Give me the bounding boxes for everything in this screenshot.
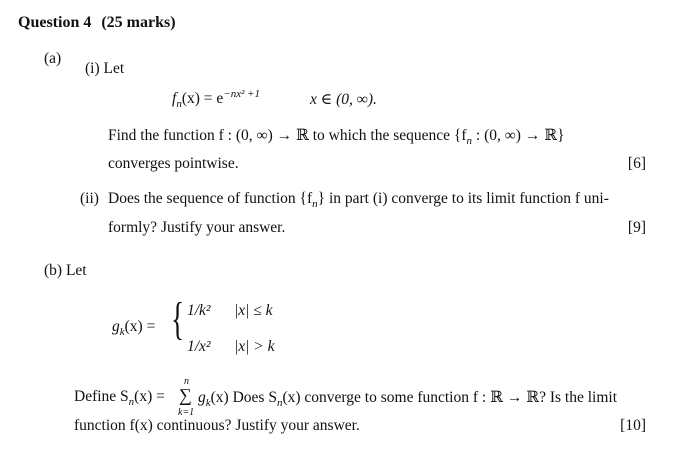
piecewise-case2-cond: |x| > k <box>234 338 275 355</box>
sum-lower-limit: k=1 <box>178 407 195 418</box>
part-b-define-line1-tail: $g_k(x)$ Does $S_n(x)$ converge to some function f : ℝ → ℝ? Is the limit <box>198 389 617 410</box>
part-a-label: (a) <box>44 50 62 67</box>
part-b-g-lhs: $g_k(x)$ = <box>112 318 156 339</box>
part-a-i-text-line2: converges pointwise. <box>108 155 239 172</box>
part-a-i-domain: x ∈ (0, ∞). <box>310 91 377 108</box>
part-b-marks: [10] <box>620 417 646 434</box>
part-b-label: (b) Let <box>44 262 87 279</box>
part-a-i-formula: $f_n(x) = e^{-nx^2 +1}$ <box>172 87 261 111</box>
question-marks: (25 marks) <box>101 14 176 31</box>
part-a-ii-label: (ii) <box>80 190 99 207</box>
part-b-define-line1: Define $S_n(x)$ = <box>74 388 165 409</box>
part-a-i-text-line1: Find the function f : (0, ∞) → ℝ to which the sequence {$f_n$ : (0, ∞) → ℝ} <box>108 127 565 148</box>
part-a-ii-text-line1: Does the sequence of function $\{f_n\}$ in part (i) converge to its limit function f uni- <box>108 190 609 211</box>
sum-upper-limit: n <box>184 376 189 387</box>
question-title <box>18 14 176 32</box>
sum-symbol: ∑ <box>179 385 192 405</box>
part-a-ii-marks: [9] <box>627 219 646 236</box>
part-b-define-line2: function f(x) continuous? Justify your answer. <box>74 417 360 434</box>
piecewise-case2-value: 1/x² <box>187 338 211 355</box>
piecewise-brace: { <box>171 293 185 344</box>
piecewise-case1-value: 1/k² <box>187 302 211 319</box>
part-a-ii-text-line2: formly? Justify your answer. <box>108 219 286 236</box>
question-number: Question 4 <box>18 14 92 31</box>
piecewise-case1-cond: |x| ≤ k <box>234 302 273 319</box>
part-a-i-marks: [6] <box>627 155 646 172</box>
part-a-i-label: (i) Let <box>85 60 125 77</box>
